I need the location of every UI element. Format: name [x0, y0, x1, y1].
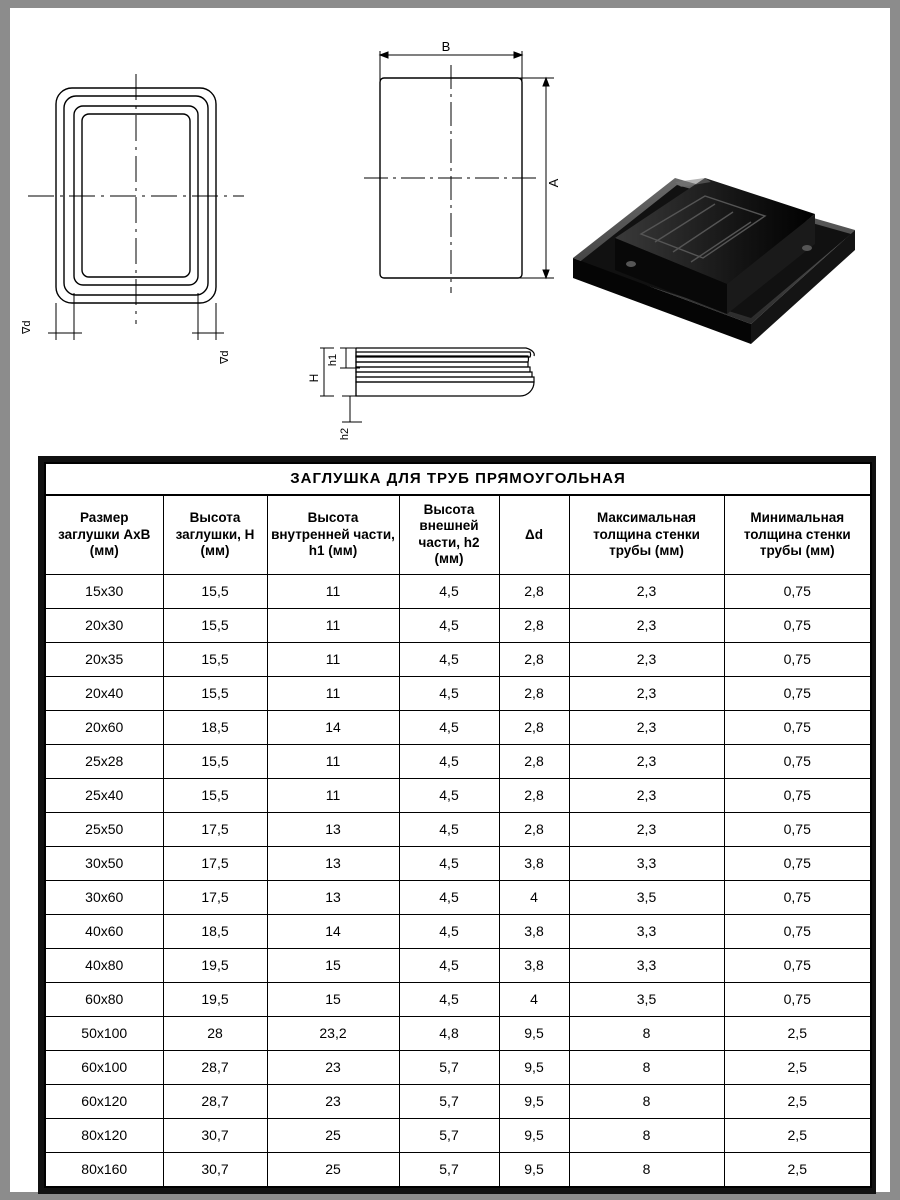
cell-size: 80x120: [45, 1118, 163, 1152]
cell-delta-d: 2,8: [499, 744, 569, 778]
cell-h: 17,5: [163, 812, 267, 846]
table-row: [45, 846, 871, 880]
table-row: [45, 880, 871, 914]
col-header-size: Размер заглушки AxB (мм): [45, 495, 163, 574]
cell-h1: 11: [267, 778, 399, 812]
cell-size: 25x50: [45, 812, 163, 846]
table-row: [45, 948, 871, 982]
cell-max-wall: 8: [569, 1016, 724, 1050]
cell-h2: 4,5: [399, 914, 499, 948]
cell-h1: 15: [267, 948, 399, 982]
cell-size: 25x40: [45, 778, 163, 812]
table-row: [45, 1084, 871, 1118]
cell-h2: 4,5: [399, 812, 499, 846]
cell-h1: 13: [267, 880, 399, 914]
cell-h2: 4,5: [399, 982, 499, 1016]
cell-delta-d: 3,8: [499, 914, 569, 948]
cell-delta-d: 4: [499, 880, 569, 914]
cell-h2: 5,7: [399, 1050, 499, 1084]
cell-min-wall: 2,5: [724, 1050, 871, 1084]
cell-size: 20x40: [45, 676, 163, 710]
cell-max-wall: 8: [569, 1118, 724, 1152]
cell-h: 19,5: [163, 982, 267, 1016]
table-row: [45, 1118, 871, 1152]
dim-h-label: H: [307, 373, 321, 383]
cell-max-wall: 3,3: [569, 914, 724, 948]
cell-size: 50x100: [45, 1016, 163, 1050]
cell-max-wall: 2,3: [569, 574, 724, 608]
cell-max-wall: 8: [569, 1152, 724, 1187]
cell-max-wall: 2,3: [569, 710, 724, 744]
cell-h2: 4,5: [399, 642, 499, 676]
cell-max-wall: 2,3: [569, 812, 724, 846]
table-row: [45, 710, 871, 744]
cell-h1: 11: [267, 574, 399, 608]
col-header-max-wall: Максимальная толщина стенки трубы (мм): [569, 495, 724, 574]
delta-d-right-label: ∇d: [219, 350, 231, 364]
side-section-drawing: [307, 328, 570, 441]
table-head: [45, 495, 871, 574]
cell-h: 18,5: [163, 914, 267, 948]
cell-delta-d: 2,8: [499, 608, 569, 642]
col-header-outer-height-h2: Высота внешней части, h2 (мм): [399, 495, 499, 574]
product-photo: [555, 138, 875, 368]
cell-h2: 4,5: [399, 846, 499, 880]
cell-max-wall: 3,5: [569, 880, 724, 914]
table-row: [45, 812, 871, 846]
cell-h1: 11: [267, 608, 399, 642]
table-row: [45, 608, 871, 642]
cell-max-wall: 8: [569, 1050, 724, 1084]
cell-h2: 5,7: [399, 1084, 499, 1118]
cell-h1: 23: [267, 1084, 399, 1118]
cell-min-wall: 0,75: [724, 812, 871, 846]
table-body: [45, 574, 871, 1187]
cell-size: 20x35: [45, 642, 163, 676]
cell-size: 30x50: [45, 846, 163, 880]
cell-h1: 11: [267, 676, 399, 710]
cell-size: 80x160: [45, 1152, 163, 1187]
cell-min-wall: 0,75: [724, 880, 871, 914]
cell-min-wall: 0,75: [724, 914, 871, 948]
cell-h1: 11: [267, 744, 399, 778]
specification-table: [44, 462, 872, 1188]
cell-size: 20x30: [45, 608, 163, 642]
table-row: [45, 676, 871, 710]
table-row: [45, 982, 871, 1016]
cell-max-wall: 3,3: [569, 846, 724, 880]
cell-delta-d: 9,5: [499, 1016, 569, 1050]
cell-h1: 14: [267, 710, 399, 744]
specification-table-wrapper: [38, 456, 876, 1194]
cell-min-wall: 0,75: [724, 778, 871, 812]
cell-delta-d: 9,5: [499, 1084, 569, 1118]
cell-delta-d: 3,8: [499, 948, 569, 982]
cell-min-wall: 0,75: [724, 846, 871, 880]
top-view-drawing: [20, 68, 290, 364]
delta-d-left-label: ∇d: [21, 320, 33, 334]
cell-min-wall: 0,75: [724, 676, 871, 710]
table-title: ЗАГЛУШКА ДЛЯ ТРУБ ПРЯМОУГОЛЬНАЯ: [44, 462, 872, 494]
cell-delta-d: 9,5: [499, 1152, 569, 1187]
cell-h2: 4,5: [399, 710, 499, 744]
cell-h: 17,5: [163, 880, 267, 914]
cell-max-wall: 3,3: [569, 948, 724, 982]
cell-h: 15,5: [163, 642, 267, 676]
cell-max-wall: 3,5: [569, 982, 724, 1016]
front-view-drawing: [350, 39, 580, 323]
cell-h1: 13: [267, 846, 399, 880]
table-row: [45, 642, 871, 676]
cell-size: 30x60: [45, 880, 163, 914]
cell-delta-d: 4: [499, 982, 569, 1016]
cell-max-wall: 2,3: [569, 608, 724, 642]
cell-size: 25x28: [45, 744, 163, 778]
cell-h: 17,5: [163, 846, 267, 880]
cell-h2: 4,5: [399, 778, 499, 812]
table-row: [45, 574, 871, 608]
cell-h2: 4,5: [399, 948, 499, 982]
cell-max-wall: 2,3: [569, 676, 724, 710]
cell-h2: 4,5: [399, 574, 499, 608]
cell-min-wall: 2,5: [724, 1152, 871, 1187]
dim-h2-label: h2: [339, 427, 351, 441]
header-row: [45, 495, 871, 574]
cell-min-wall: 0,75: [724, 948, 871, 982]
cell-min-wall: 0,75: [724, 608, 871, 642]
cell-h: 15,5: [163, 676, 267, 710]
table-row: [45, 1152, 871, 1187]
cell-min-wall: 2,5: [724, 1016, 871, 1050]
dim-a-label: A: [546, 178, 561, 188]
cell-delta-d: 2,8: [499, 710, 569, 744]
dim-b-label: B: [441, 39, 451, 54]
cell-delta-d: 9,5: [499, 1118, 569, 1152]
cell-max-wall: 2,3: [569, 778, 724, 812]
cell-h1: 13: [267, 812, 399, 846]
technical-drawings: [10, 8, 890, 448]
cell-h: 28: [163, 1016, 267, 1050]
cell-min-wall: 0,75: [724, 642, 871, 676]
col-header-inner-height-h1: Высота внутренней части, h1 (мм): [267, 495, 399, 574]
cell-h1: 14: [267, 914, 399, 948]
cell-h1: 25: [267, 1118, 399, 1152]
cell-max-wall: 8: [569, 1084, 724, 1118]
cell-delta-d: 2,8: [499, 676, 569, 710]
cell-h1: 25: [267, 1152, 399, 1187]
dim-h1-label: h1: [327, 353, 339, 367]
cell-h: 19,5: [163, 948, 267, 982]
cell-size: 60x80: [45, 982, 163, 1016]
cell-size: 60x120: [45, 1084, 163, 1118]
cell-h2: 5,7: [399, 1118, 499, 1152]
cell-max-wall: 2,3: [569, 642, 724, 676]
cell-h1: 15: [267, 982, 399, 1016]
cell-size: 15x30: [45, 574, 163, 608]
cell-min-wall: 0,75: [724, 710, 871, 744]
cell-h2: 5,7: [399, 1152, 499, 1187]
cell-size: 20x60: [45, 710, 163, 744]
cell-min-wall: 0,75: [724, 982, 871, 1016]
cell-h1: 11: [267, 642, 399, 676]
cell-h: 15,5: [163, 608, 267, 642]
cell-delta-d: 2,8: [499, 812, 569, 846]
cell-h: 28,7: [163, 1050, 267, 1084]
cell-h: 15,5: [163, 778, 267, 812]
cell-size: 40x60: [45, 914, 163, 948]
cell-delta-d: 2,8: [499, 642, 569, 676]
cell-h2: 4,8: [399, 1016, 499, 1050]
cell-h2: 4,5: [399, 608, 499, 642]
col-header-delta-d: Δd: [499, 495, 569, 574]
table-row: [45, 1016, 871, 1050]
cell-delta-d: 3,8: [499, 846, 569, 880]
cell-h: 28,7: [163, 1084, 267, 1118]
cell-min-wall: 2,5: [724, 1118, 871, 1152]
cell-h1: 23,2: [267, 1016, 399, 1050]
col-header-min-wall: Минимальная толщина стенки трубы (мм): [724, 495, 871, 574]
table-row: [45, 914, 871, 948]
cell-h: 18,5: [163, 710, 267, 744]
cell-max-wall: 2,3: [569, 744, 724, 778]
cell-delta-d: 2,8: [499, 778, 569, 812]
table-row: [45, 744, 871, 778]
cell-min-wall: 0,75: [724, 574, 871, 608]
cell-delta-d: 2,8: [499, 574, 569, 608]
cell-size: 60x100: [45, 1050, 163, 1084]
cell-h1: 23: [267, 1050, 399, 1084]
cell-min-wall: 2,5: [724, 1084, 871, 1118]
cell-delta-d: 9,5: [499, 1050, 569, 1084]
cell-h2: 4,5: [399, 676, 499, 710]
cell-h2: 4,5: [399, 744, 499, 778]
cell-h: 30,7: [163, 1118, 267, 1152]
cell-h: 30,7: [163, 1152, 267, 1187]
table-row: [45, 778, 871, 812]
cell-h2: 4,5: [399, 880, 499, 914]
cell-min-wall: 0,75: [724, 744, 871, 778]
cell-h: 15,5: [163, 574, 267, 608]
col-header-height-h: Высота заглушки, H (мм): [163, 495, 267, 574]
table-row: [45, 1050, 871, 1084]
cell-h: 15,5: [163, 744, 267, 778]
cell-size: 40x80: [45, 948, 163, 982]
